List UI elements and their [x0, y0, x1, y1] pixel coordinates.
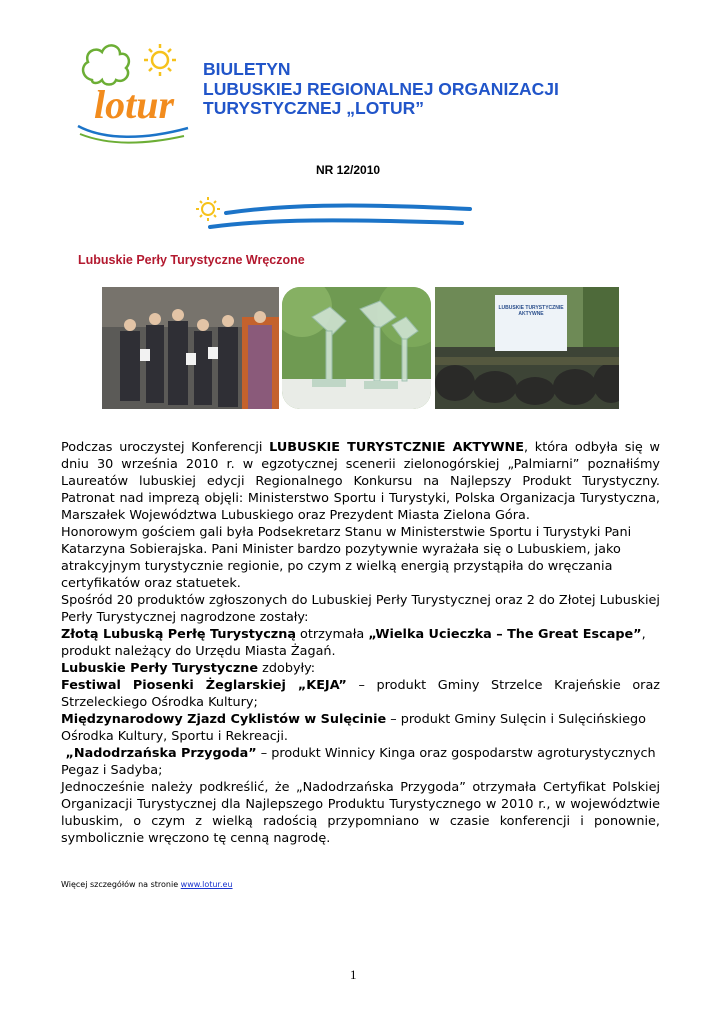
page-number: 1 [350, 967, 357, 982]
logo-swoosh [78, 126, 188, 137]
bulletin-title [203, 60, 559, 119]
tree-crown-icon [83, 45, 129, 84]
article-body [61, 439, 660, 847]
glass-trophies-photo [282, 287, 431, 409]
article-headline: Lubuskie Perły Turystyczne Wręczone [78, 253, 305, 267]
paragraph: „Nadodrzańska Przygoda” – produkt Winnicy Kinga oraz gospodarstw agroturystycznych Pegaz i Sadyba; [61, 746, 656, 778]
paragraph: Honorowym gościem gali była Podsekretarz Stanu w Ministerstwie Sportu i Turystyki Pani Katarzyna Sobierajska. Pani Minister bardzo pozytywnie wyrażała się o Lubuskiem, jako atrakcyjnym turystycznie regionie, po czym z wielką energią przystąpiła do wręczania certyfikatów oraz statuetek. [61, 525, 632, 591]
paragraph: Podczas uroczystej Konferencji LUBUSKIE TURYSTCZNIE AKTYWNE, która odbyła się w dniu 30 września 2010 r. w egzotycznej scenerii zielonogórskiej „Palmiarni” poznałiśmy Laureatów lubuskiej edycji Regionalnego Konkursu na Najlepszy Produkt Turystyczny. Patronat nad imprezą objęli: Ministerstwo Sportu i Turystyki, Polska Organizacja Turystyczna, Marszałek Województwa Lubuskiego oraz Prezydent Miasta Zielona Góra. [61, 440, 660, 523]
conference-hall-photo [435, 287, 619, 409]
paragraph: Złotą Lubuską Perłę Turystyczną otrzymała „Wielka Ucieczka – The Great Escape”, produkt należący do Urzędu Miasta Żagań. [61, 627, 646, 659]
sun-icon [196, 197, 220, 221]
sun-icon [144, 44, 176, 76]
paragraph: Międzynarodowy Zjazd Cyklistów w Sulęcinie – produkt Gminy Sulęcin i Sulęcińskiego Ośrodka Kultury, Sportu i Rekreacji. [61, 712, 646, 744]
wave-line [210, 220, 462, 227]
more-info-note: Więcej szczegółów na stronie www.lotur.eu [61, 880, 233, 889]
slide-screen-text: LUBUSKIE TURYSTYCZNIE AKTYWNE [498, 305, 564, 317]
sun-wave-decoration [190, 195, 472, 235]
title-line: LUBUSKIEJ REGIONALNEJ ORGANIZACJI [203, 78, 559, 99]
paragraph: Lubuskie Perły Turystyczne zdobyły: [61, 661, 316, 676]
title-line: TURYSTYCZNEJ „LOTUR” [203, 98, 425, 118]
paragraph: Spośród 20 produktów zgłoszonych do Lubuskiej Perły Turystycznej oraz 2 do Złotej Lubuskiej Perły Turystycznej nagrodzone zostały: [61, 593, 660, 625]
lotur-website-link[interactable]: www.lotur.eu [180, 880, 233, 889]
award-winners-photo [102, 287, 279, 409]
paragraph: Jednocześnie należy podkreślić, że „Nadodrzańska Przygoda” otrzymała Certyfikat Polskiej Organizacji Turystycznej dla Najlepszego Produktu Turystycznego w 2010 r., w województwie lubuskim, o czym z wielką radością przypomniano w czasie konferencji i ponownie, symbolicznie wręczono tę cenną nagrodę. [61, 780, 660, 846]
paragraph: Festiwal Piosenki Żeglarskiej „KEJA” – produkt Gminy Strzelce Krajeńskie oraz Strzeleckiego Ośrodka Kultury; [61, 678, 660, 710]
title-line: BIULETYN [203, 59, 291, 79]
lotur-logo [74, 40, 192, 145]
issue-number: NR 12/2010 [316, 163, 381, 177]
wave-line [226, 206, 470, 213]
logo-text: lotur [94, 82, 175, 127]
